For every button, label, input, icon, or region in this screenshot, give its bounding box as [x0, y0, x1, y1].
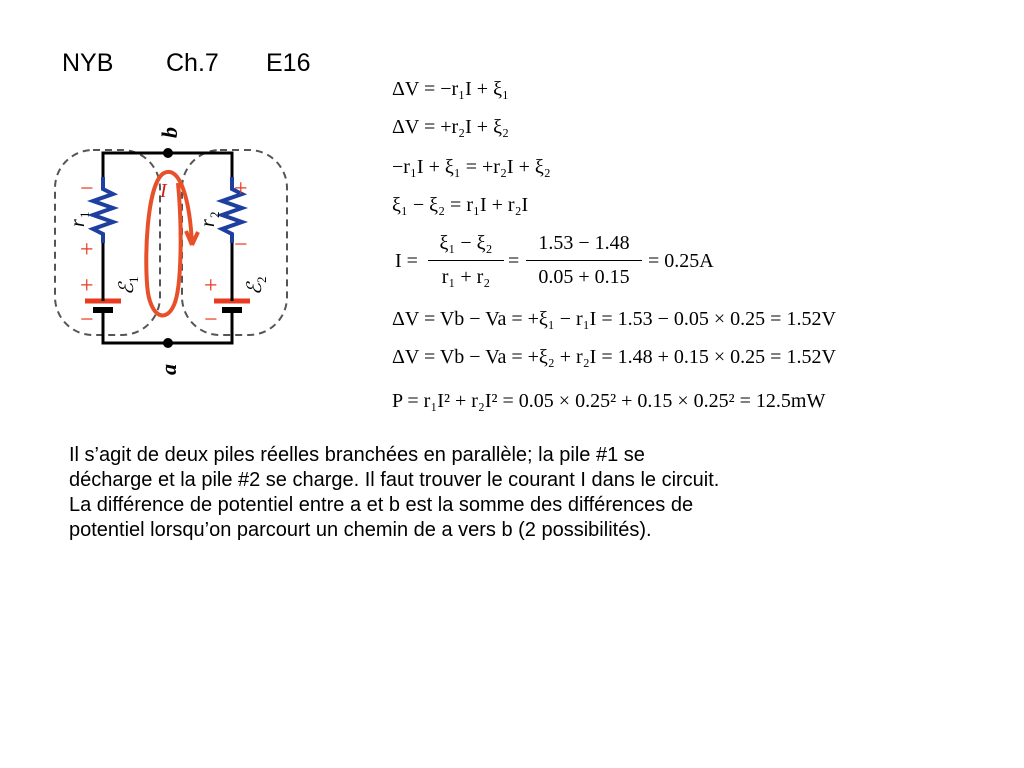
resistor-r1: [93, 177, 113, 243]
equation-8: P = r₁I² + r₂I² = 0.05 × 0.25² + 0.15 × 0.25² = 12.5mW: [392, 390, 826, 412]
equation-1: ΔV = −r₁I + ξ₁: [392, 78, 509, 100]
emf1-minus: −: [80, 307, 94, 333]
r2-label: r: [197, 219, 219, 227]
r1-sub: 1: [77, 211, 92, 218]
equation-5-result: = 0.25A: [648, 250, 714, 272]
current-arrow: [146, 172, 192, 316]
equation-3: −r₁I + ξ₁ = +r₂I + ξ₂: [392, 156, 551, 178]
paragraph-line-2: décharge et la pile #2 se charge. Il faut trouver le courant I dans le circuit.: [69, 469, 720, 491]
chapter-label: Ch.7: [166, 49, 219, 77]
node-b-dot: [163, 148, 173, 158]
paragraph-line-4: potentiel lorsqu’on parcourt un chemin de a vers b (2 possibilités).: [69, 519, 652, 541]
node-b-label: b: [157, 127, 182, 138]
equation-5-fraction-bar-1: [428, 260, 504, 261]
exercise-label: E16: [266, 49, 311, 77]
emf2-plus: +: [204, 273, 218, 299]
equation-6: ΔV = Vb − Va = +ξ₁ − r₁I = 1.53 − 0.05 × 0.25 = 1.52V: [392, 308, 836, 330]
current-label: I: [160, 180, 167, 202]
r1-label: r: [67, 219, 89, 227]
node-a-label: a: [156, 364, 181, 375]
circuit-diagram: [40, 105, 300, 385]
r1-bottom-plus: +: [80, 237, 94, 263]
emf2-sub: 2: [254, 276, 269, 283]
emf2-minus: −: [204, 307, 218, 333]
equation-5-numerator-1: ξ₁ − ξ₂: [439, 232, 493, 254]
equation-7: ΔV = Vb − Va = +ξ₂ + r₂I = 1.48 + 0.15 × 0.25 = 1.52V: [392, 346, 836, 368]
equation-5-denominator-1: r₁ + r₂: [441, 266, 491, 288]
emf2-label: ℰ: [244, 282, 266, 295]
emf1-plus: +: [80, 273, 94, 299]
node-a-dot: [163, 338, 173, 348]
equation-2: ΔV = +r₂I + ξ₂: [392, 116, 509, 138]
paragraph-line-1: Il s’agit de deux piles réelles branchées en parallèle; la pile #1 se: [69, 444, 645, 466]
explanation-paragraph: [69, 443, 949, 543]
equation-5-numerator-2: 1.53 − 1.48: [538, 232, 630, 254]
r2-sub: 2: [207, 211, 222, 218]
paragraph-line-3: La différence de potentiel entre a et b est la somme des différences de: [69, 494, 694, 516]
equation-5-equals: =: [508, 250, 520, 272]
r2-bottom-minus: −: [234, 232, 248, 258]
equation-4: ξ₁ − ξ₂ = r₁I + r₂I: [392, 194, 529, 216]
r1-top-minus: −: [80, 176, 94, 202]
r2-top-plus: +: [234, 176, 248, 202]
emf1-sub: 1: [126, 276, 141, 283]
emf1-label: ℰ: [116, 282, 138, 295]
equation-5-fraction-bar-2: [526, 260, 642, 261]
course-label: NYB: [62, 49, 114, 77]
equation-5-lhs: I =: [395, 250, 418, 272]
equation-5-denominator-2: 0.05 + 0.15: [538, 266, 630, 288]
